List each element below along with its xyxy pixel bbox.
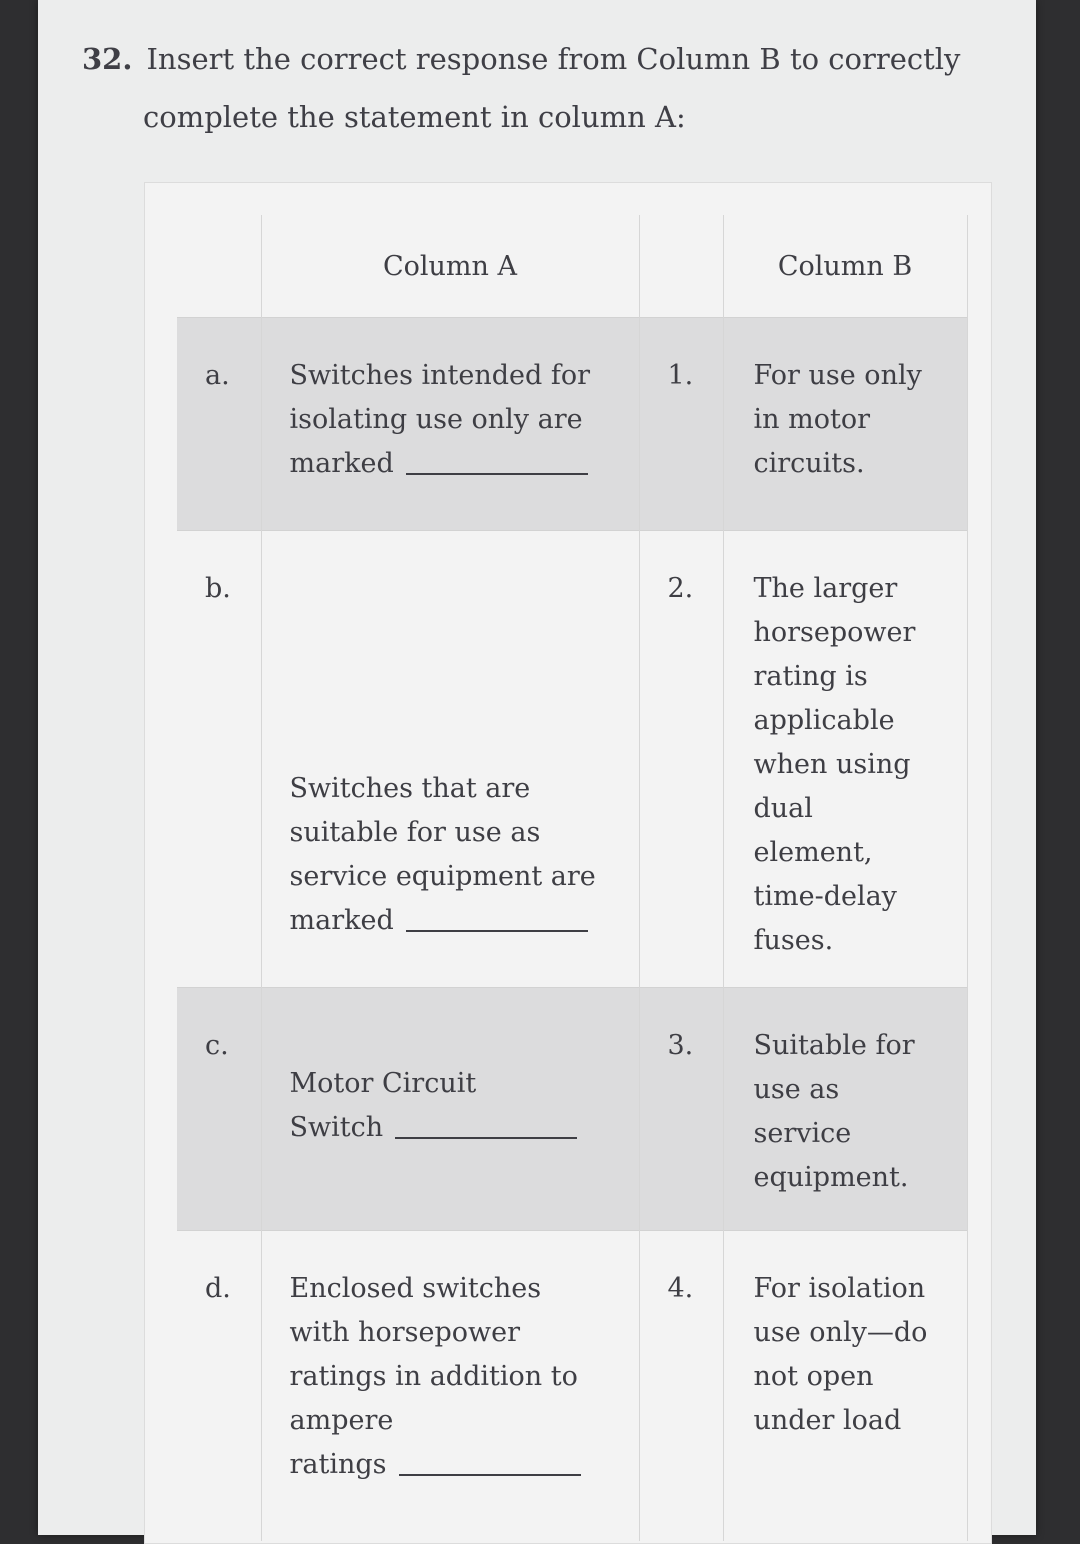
header-blank-cell — [177, 215, 261, 318]
column-b-header: Column B — [723, 215, 967, 318]
row-number: 4. — [667, 1273, 694, 1304]
document-page — [38, 0, 1036, 1535]
column-a-statement: Motor Circuit Switch — [289, 1068, 477, 1143]
row-number: 3. — [667, 1030, 694, 1061]
header-blank-cell — [639, 215, 723, 318]
column-b-response: Suitable for use as service equipment. — [753, 1030, 915, 1193]
question-text-line-2: complete the statement in column A: — [143, 100, 686, 134]
table-header-row — [177, 215, 967, 318]
question-prompt — [82, 30, 1002, 146]
matching-table-card — [144, 182, 992, 1544]
column-a-statement: Enclosed switches with horsepower ratings in addition to ampere ratings — [289, 1273, 578, 1480]
table-row — [177, 1231, 967, 1542]
answer-blank[interactable] — [406, 455, 588, 475]
row-number: 1. — [667, 360, 694, 391]
column-b-response: The larger horsepower rating is applicable when using dual element, time-delay fuses. — [753, 573, 916, 956]
question-number: 32. — [82, 42, 133, 76]
column-b-response: For isolation use only—do not open under load — [753, 1273, 928, 1436]
row-letter: b. — [205, 573, 231, 604]
column-b-response: For use only in motor circuits. — [753, 360, 922, 479]
question-text-line-1: Insert the correct response from Column B to correctly — [146, 42, 961, 76]
table-row — [177, 988, 967, 1231]
column-a-statement: Switches intended for isolating use only are marked — [289, 360, 591, 479]
answer-blank[interactable] — [406, 912, 588, 932]
row-letter: c. — [205, 1030, 229, 1061]
answer-blank[interactable] — [399, 1456, 581, 1476]
row-letter: d. — [205, 1273, 231, 1304]
row-number: 2. — [667, 573, 694, 604]
column-a-header: Column A — [261, 215, 639, 318]
answer-blank[interactable] — [395, 1119, 577, 1139]
table-row — [177, 531, 967, 988]
table-row — [177, 318, 967, 531]
column-a-statement: Switches that are suitable for use as service equipment are marked — [289, 773, 596, 936]
row-letter: a. — [205, 360, 230, 391]
matching-table — [177, 215, 968, 1541]
